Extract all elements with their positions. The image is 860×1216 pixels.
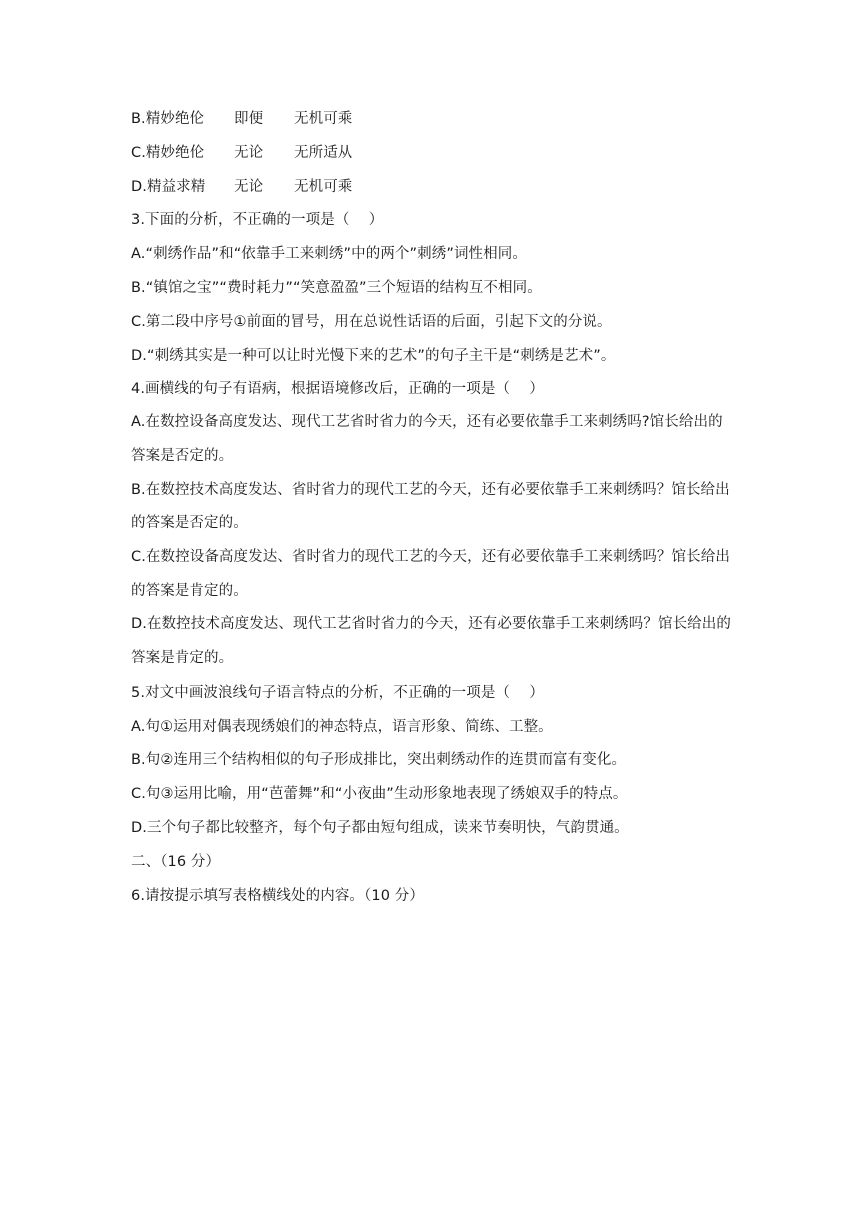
- q5-stem: 5.对文中画波浪线句子语言特点的分析，不正确的一项是（ ）: [131, 684, 544, 701]
- q6-stem: 6.请按提示填写表格横线处的内容。（10 分）: [131, 887, 424, 904]
- section-heading: 二、（16 分）: [131, 853, 221, 870]
- option-word-3: 无机可乘: [294, 178, 353, 195]
- q2-option-d: [131, 176, 736, 198]
- q5-option-b: B.句②连用三个结构相似的句子形成排比，突出刺绣动作的连贯而富有变化。: [131, 752, 627, 769]
- option-word-2: 即便: [234, 111, 264, 127]
- option-word-1: B.精妙绝伦: [131, 111, 205, 127]
- document-body: [131, 108, 736, 918]
- option-word-2: 无论: [234, 144, 264, 161]
- q3-option-b: B.“镇馆之宝”“费时耗力”“笑意盈盈”三个短语的结构互不相同。: [131, 279, 542, 296]
- q3-option-d: D.“刺绣其实是一种可以让时光慢下来的艺术”的句子主干是“刺绣是艺术”。: [131, 347, 616, 364]
- option-word-1: C.精妙绝伦: [131, 144, 205, 161]
- option-word-3: 无所适从: [294, 144, 353, 161]
- q5-option-d: D.三个句子都比较整齐，每个句子都由短句组成，读来节奏明快，气韵贯通。: [131, 819, 629, 836]
- option-word-2: 无论: [234, 178, 264, 195]
- q4-stem: 4.画横线的句子有语病，根据语境修改后，正确的一项是（ ）: [131, 381, 544, 398]
- q2-option-c: [131, 142, 736, 164]
- q4-option-a: A.在数控设备高度发达、现代工艺省时省力的今天，还有必要依靠手工来刺绣吗?馆长给出的答案是否定的。: [131, 414, 723, 464]
- q4-option-d: D.在数控技术高度发达、现代工艺省时省力的今天，还有必要依靠手工来刺绣吗？馆长给出的答案是肯定的。: [131, 616, 731, 667]
- option-word-1: D.精益求精: [131, 178, 206, 195]
- q5-option-a: A.句①运用对偶表现绣娘们的神态特点，语言形象、简练、工整。: [131, 718, 553, 735]
- option-word-3: 无机可乘: [294, 111, 353, 127]
- q2-option-b: [131, 108, 736, 130]
- q4-option-b: B.在数控技术高度发达、省时省力的现代工艺的今天，还有必要依靠手工来刺绣吗？馆长给出的答案是否定的。: [131, 481, 730, 532]
- q5-option-c: C.句③运用比喻，用“芭蕾舞”和“小夜曲”生动形象地表现了绣娘双手的特点。: [131, 786, 628, 803]
- q3-stem: 3.下面的分析，不正确的一项是（ ）: [131, 212, 384, 229]
- q4-option-c: C.在数控设备高度发达、省时省力的现代工艺的今天，还有必要依靠手工来刺绣吗？馆长给出的答案是肯定的。: [131, 548, 730, 599]
- q3-option-a: A.“刺绣作品”和“依靠手工来刺绣”中的两个”刺绣”词性相同。: [131, 246, 527, 263]
- q3-option-c: C.第二段中序号①前面的冒号，用在总说性话语的后面，引起下文的分说。: [131, 313, 612, 330]
